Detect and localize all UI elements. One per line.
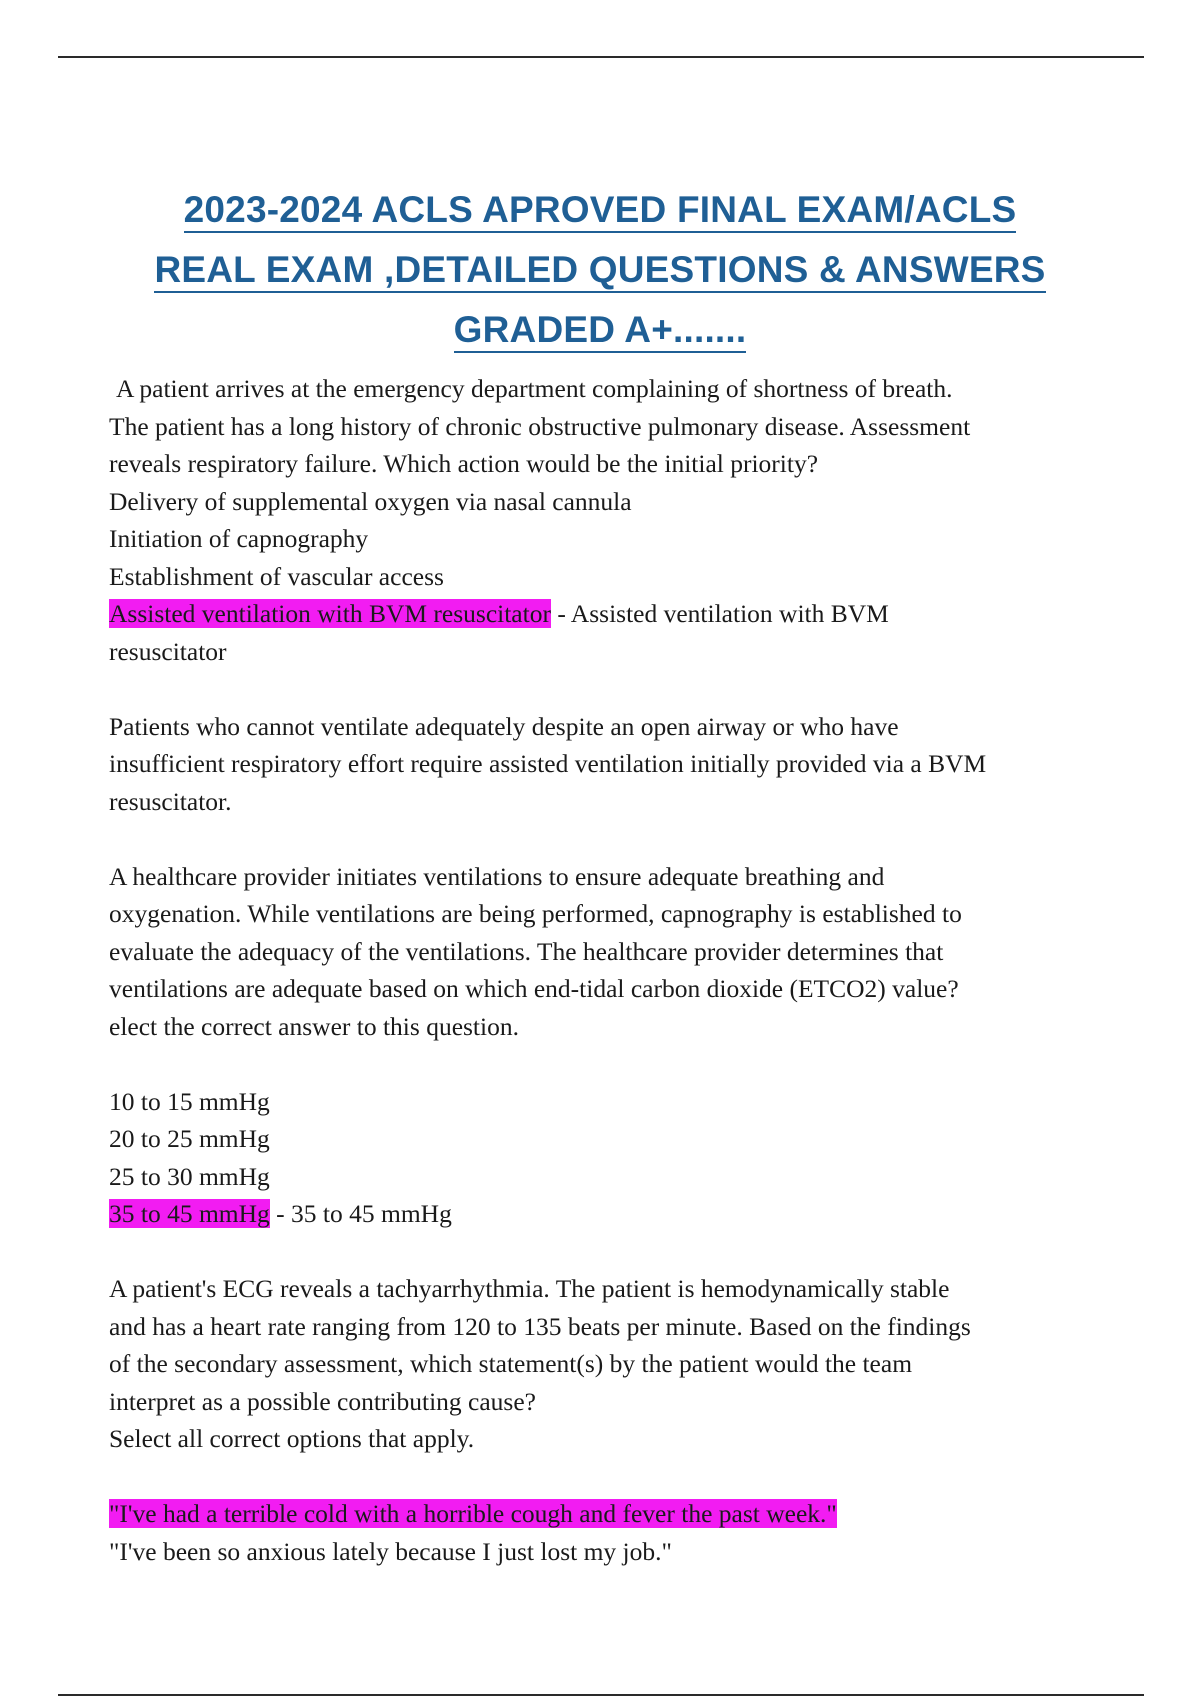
question-2-stem-line: A healthcare provider initiates ventilations to ensure adequate breathing and: [109, 861, 885, 891]
document-body: [109, 370, 1109, 1570]
header-rule: [58, 56, 1144, 58]
rationale-line: Patients who cannot ventilate adequately despite an open airway or who have: [109, 711, 899, 741]
question-1: [109, 370, 1109, 820]
question-1-option: Delivery of supplemental oxygen via nasal cannula: [109, 486, 632, 516]
rationale-line: resuscitator.: [109, 786, 232, 816]
question-1-answer: [109, 595, 1109, 633]
footer-rule: [58, 1694, 1144, 1696]
question-3: [109, 1270, 1109, 1570]
question-2-stem-line: ventilations are adequate based on which end-tidal carbon dioxide (ETCO2) value?: [109, 974, 959, 1003]
question-2-option: 10 to 15 mmHg: [109, 1086, 270, 1116]
highlighted-answer: 35 to 45 mmHg: [109, 1199, 270, 1228]
title-line-3: GRADED A+.......: [454, 310, 747, 353]
answer-text: - 35 to 45 mmHg: [269, 1199, 452, 1228]
question-2-answer: [109, 1195, 1109, 1233]
question-2-stem-line: oxygenation. While ventilations are being performed, capnography is established to: [109, 899, 962, 928]
answer-text-continued: resuscitator: [109, 636, 227, 666]
title-line-1: 2023-2024 ACLS APROVED FINAL EXAM/ACLS: [184, 190, 1017, 233]
question-3-stem-line: interpret as a possible contributing cause?: [109, 1386, 536, 1416]
question-2: [109, 858, 1109, 1233]
question-3-answer: [109, 1495, 1109, 1533]
question-3-stem-line: A patient's ECG reveals a tachyarrhythmia. The patient is hemodynamically stable: [109, 1274, 950, 1303]
question-1-stem-line: A patient arrives at the emergency department complaining of shortness of breath.: [116, 374, 953, 403]
question-3-option: "I've been so anxious lately because I just lost my job.": [109, 1536, 672, 1566]
highlighted-answer: "I've had a terrible cold with a horrible cough and fever the past week.": [109, 1499, 837, 1528]
question-3-stem-line: of the secondary assessment, which statement(s) by the patient would the team: [109, 1349, 913, 1378]
question-2-option: 25 to 30 mmHg: [109, 1161, 270, 1191]
answer-text: - Assisted ventilation with BVM: [550, 599, 889, 628]
question-2-stem-line: elect the correct answer to this question.: [109, 1011, 519, 1041]
question-1-option: Establishment of vascular access: [109, 561, 444, 591]
rationale-line: insufficient respiratory effort require assisted ventilation initially provided via a BVM: [109, 749, 987, 778]
question-3-stem-line: Select all correct options that apply.: [109, 1424, 475, 1453]
question-1-stem-line: The patient has a long history of chronic obstructive pulmonary disease. Assessment: [109, 411, 971, 441]
question-1-option: Initiation of capnography: [109, 524, 369, 553]
document-title: [60, 190, 1140, 370]
title-line-2: REAL EXAM ,DETAILED QUESTIONS & ANSWERS: [154, 250, 1045, 293]
question-2-option: 20 to 25 mmHg: [109, 1124, 270, 1153]
highlighted-answer: Assisted ventilation with BVM resuscitator: [109, 599, 551, 628]
question-1-stem-line: reveals respiratory failure. Which action would be the initial priority?: [109, 449, 819, 478]
question-2-stem-line: evaluate the adequacy of the ventilations. The healthcare provider determines that: [109, 936, 944, 966]
question-3-stem-line: and has a heart rate ranging from 120 to 135 beats per minute. Based on the findings: [109, 1311, 971, 1341]
